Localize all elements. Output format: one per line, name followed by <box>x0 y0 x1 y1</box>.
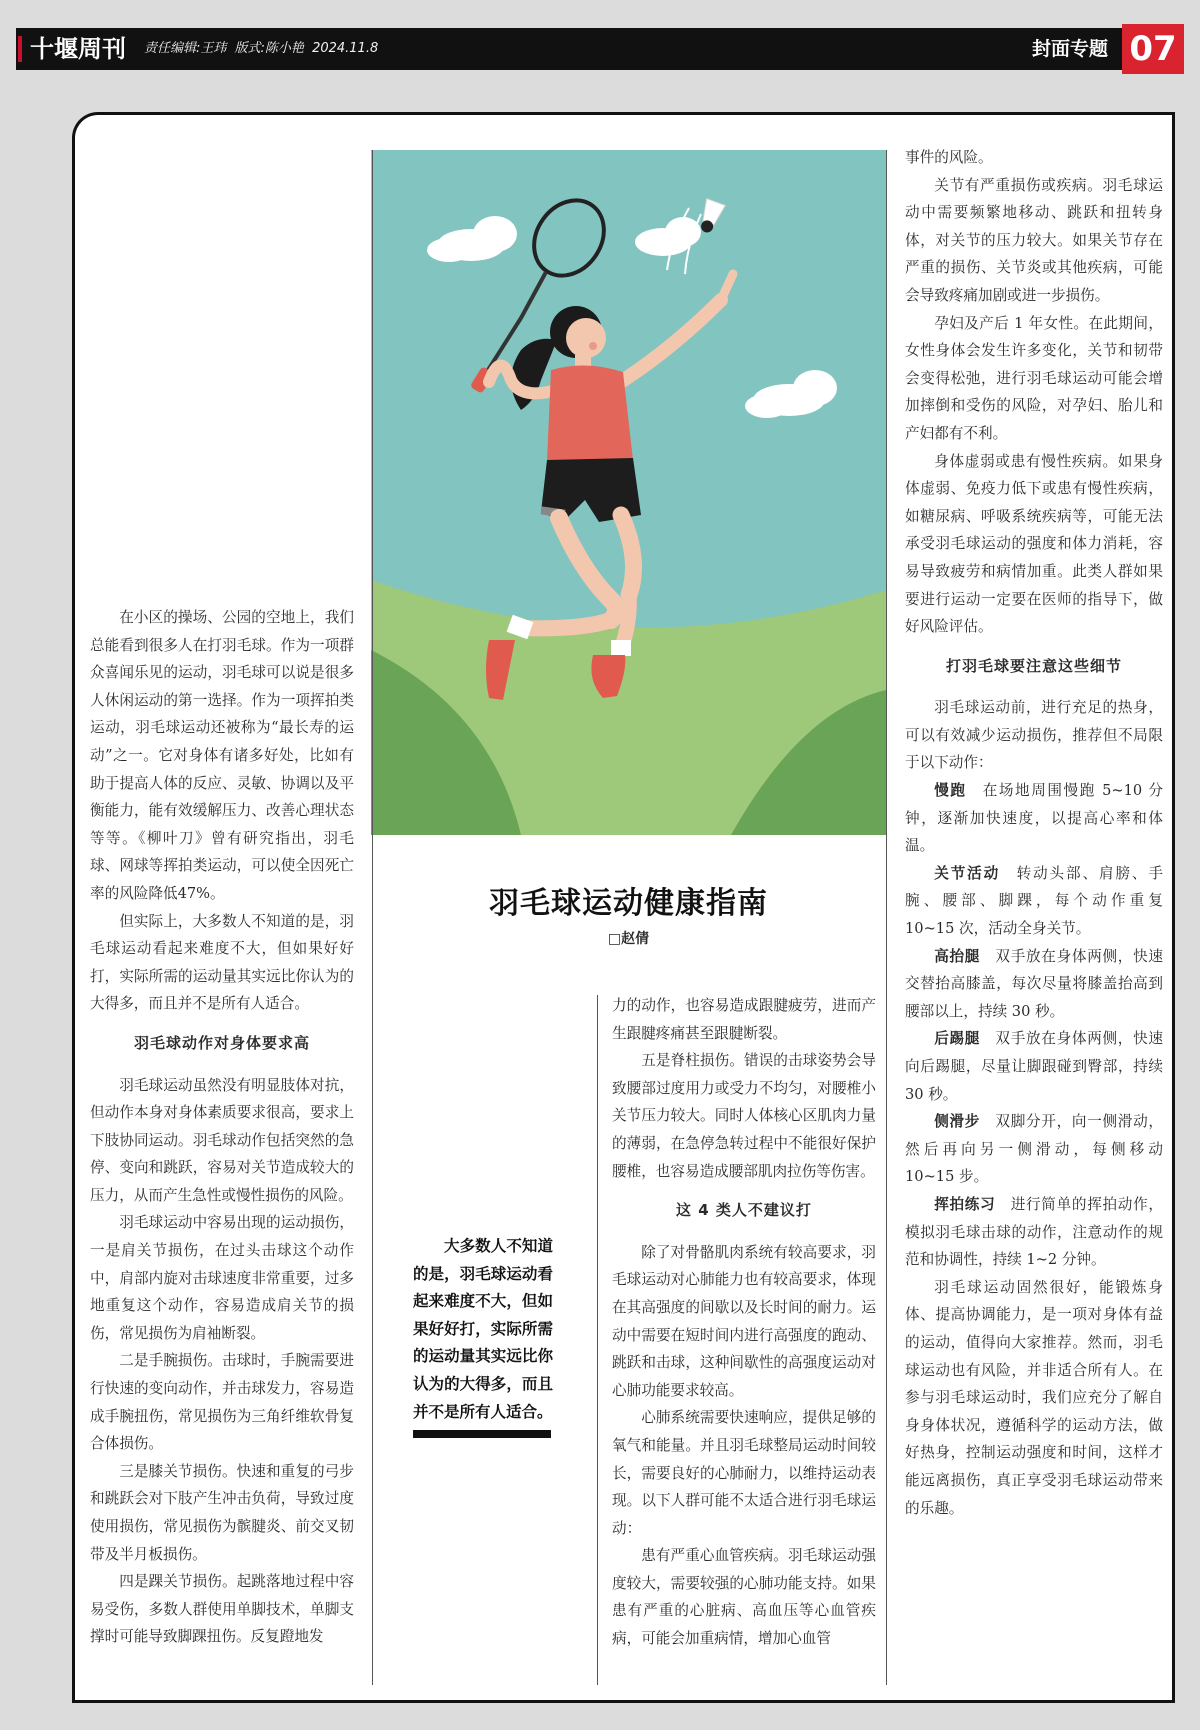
badminton-player-illustration <box>371 150 886 835</box>
warmup-item <box>905 1025 1163 1108</box>
page-header <box>16 28 1184 70</box>
warmup-text: 双手放在身体两侧，快速向后踢腿，尽量让脚跟碰到臀部，持续 30 秒。 <box>905 1030 1163 1103</box>
masthead-logo: 十堰周刊 <box>30 35 126 63</box>
paragraph: 四是踝关节损伤。起跳落地过程中容易受伤，多数人群使用单脚技术，单脚支撑时可能导致脚踝扭伤。反复蹬地发 <box>90 1573 354 1646</box>
paragraph: 患有严重心血管疾病。羽毛球运动强度较大，需要较强的心肺功能支持。如果患有严重的心脏病、高血压等心血管疾病，可能会加重病情，增加心血管 <box>612 1547 876 1648</box>
paragraph: 五是脊柱损伤。错误的击球姿势会导致腰部过度用力或受力不均匀，对腰椎小关节压力较大。同时人体核心区肌肉力量的薄弱，在急停急转过程中不能很好保护腰椎，也容易造成腰部肌肉拉伤等伤害。 <box>612 1052 876 1180</box>
warmup-text: 双手放在身体两侧，快速交替抬高膝盖，每次尽量将膝盖抬高到腰部以上，持续 30 秒。 <box>905 947 1163 1020</box>
section-heading: 这 4 类人不建议打 <box>676 1201 812 1220</box>
article-author: □赵倩 <box>607 931 650 947</box>
page-number: 07 <box>1122 24 1184 74</box>
warmup-text: 进行简单的挥拍动作，模拟羽毛球击球的动作，注意动作的规范和协调性，持续 1~2 分钟。 <box>905 1195 1163 1269</box>
pull-quote: 大多数人不知道的是，羽毛球运动看起来难度不大，但如果好好打，实际所需的运动量其实远比你认为的大得多，而且并不是所有人适合。 <box>413 1236 553 1421</box>
warmup-item <box>905 1191 1163 1274</box>
warmup-name: 挥拍练习 <box>934 1195 996 1213</box>
paragraph: 三是膝关节损伤。快速和重复的弓步和跳跃会对下肢产生冲击负荷，导致过度使用损伤，常见损伤为髌腱炎、前交叉韧带及半月板损伤。 <box>90 1462 354 1563</box>
paragraph: 力的动作，也容易造成跟腱疲劳，进而产生跟腱疼痛甚至跟腱断裂。 <box>612 997 876 1042</box>
column-rule-left <box>372 150 373 1685</box>
paragraph: 心肺系统需要快速响应，提供足够的氧气和能量。并且羽毛球整局运动时间较长，需要良好的心肺耐力，以维持运动表现。以下人群可能不太适合进行羽毛球运动： <box>612 1409 876 1537</box>
warmup-name: 关节活动 <box>934 864 1001 882</box>
paragraph: 羽毛球运动虽然没有明显肢体对抗，但动作本身对身体素质要求很高，要求上下肢协同运动。羽毛球动作包括突然的急停、变向和跳跃，容易对关节造成较大的压力，从而产生急性或慢性损伤的风险。 <box>90 1076 354 1204</box>
warmup-name: 后踢腿 <box>934 1030 981 1048</box>
paragraph: 关节有严重损伤或疾病。羽毛球运动中需要频繁地移动、跳跃和扭转身体，对关节的压力较大。如果关节存在严重的损伤、关节炎或其他疾病，可能会导致疼痛加剧或进一步损伤。 <box>905 176 1163 304</box>
warmup-text: 双脚分开，向一侧滑动，然后再向另一侧滑动，每侧移动 10~15 步。 <box>905 1113 1163 1186</box>
column-rule-right <box>886 150 887 1685</box>
editor-label: 责任编辑:王玮 <box>144 41 227 56</box>
section-heading: 打羽毛球要注意这些细节 <box>945 656 1122 675</box>
article-column-3 <box>905 144 1163 1522</box>
warmup-item <box>905 860 1163 943</box>
paragraph: 羽毛球运动固然很好，能锻炼身体、提高协调能力，是一项对身体有益的运动，值得向大家推荐。然而，羽毛球运动也有风险，并非适合所有人。在参与羽毛球运动时，我们应充分了解自身身体状况，遵循科学的运动方法，做好热身，控制运动强度和时间，这样才能远离损伤，真正享受羽毛球运动带来的乐趣。 <box>905 1278 1163 1517</box>
article-title: 羽毛球运动健康指南 <box>489 886 768 921</box>
section-title: 封面专题 <box>1031 38 1108 60</box>
paragraph: 但实际上，大多数人不知道的是，羽毛球运动看起来难度不大，但如果好好打，实际所需的运动量其实远比你认为的大得多，而且并不是所有人适合。 <box>90 912 354 1013</box>
column-rule-mid <box>597 995 598 1685</box>
warmup-name: 高抬腿 <box>934 947 981 965</box>
article-column-2 <box>612 992 876 1653</box>
warmup-text: 在场地周围慢跑 5~10 分钟，逐渐加快速度，以提高心率和体温。 <box>905 782 1163 855</box>
section-heading: 羽毛球动作对身体要求高 <box>133 1033 310 1052</box>
layout-label: 版式:陈小艳 <box>234 41 304 56</box>
pull-quote-bar <box>413 1430 551 1438</box>
warmup-item <box>905 1108 1163 1191</box>
frame-border-right <box>1172 112 1175 1703</box>
warmup-text: 转动头部、肩膀、手腕、腰部、脚踝，每个动作重复 10~15 次，活动全身关节。 <box>905 864 1163 938</box>
paragraph: 二是手腕损伤。击球时，手腕需要进行快速的变向动作，并击球发力，容易造成手腕扭伤，常见损伤为三角纤维软骨复合体损伤。 <box>90 1352 354 1453</box>
paragraph: 孕妇及产后 1 年女性。在此期间，女性身体会发生许多变化，关节和韧带会变得松弛，进行羽毛球运动可能会增加摔倒和受伤的风险，对孕妇、胎儿和产妇都有不利。 <box>905 314 1163 442</box>
paragraph: 除了对骨骼肌肉系统有较高要求，羽毛球运动对心肺能力也有较高要求，体现在其高强度的间歇以及长时间的耐力。运动中需要在短时间内进行高强度的跑动、跳跃和击球，这种间歇性的高强度运动对心肺功能要求较高。 <box>612 1243 876 1399</box>
editor-credits <box>144 28 382 70</box>
paragraph: 身体虚弱或患有慢性疾病。如果身体虚弱、免疫力低下或患有慢性疾病，如糖尿病、呼吸系统疾病等，可能无法承受羽毛球运动的强度和体力消耗，容易导致疲劳和病情加重。此类人群如果要进行运动一定要在医师的指导下，做好风险评估。 <box>905 452 1163 636</box>
article-column-1 <box>90 604 354 1651</box>
paragraph: 羽毛球运动前，进行充足的热身，可以有效减少运动损伤，推荐但不局限于以下动作： <box>905 699 1163 772</box>
warmup-item <box>905 777 1163 860</box>
warmup-name: 侧滑步 <box>934 1113 981 1131</box>
paragraph: 在小区的操场、公园的空地上，我们总能看到很多人在打羽毛球。作为一项群众喜闻乐见的运动，羽毛球可以说是很多人休闲运动的第一选择。作为一项挥拍类运动，羽毛球运动还被称为“最长寿的运动”之一。它对身体有诸多好处，比如有助于提高人体的反应、灵敏、协调以及平衡能力，能有效缓解压力、改善心理状态等等。《柳叶刀》曾有研究指出，羽毛球、网球等挥拍类运动，可以使全因死亡率的风险降低47%。 <box>90 609 354 902</box>
issue-date: 2024.11.8 <box>312 41 379 56</box>
warmup-name: 慢跑 <box>934 782 967 800</box>
paragraph: 羽毛球运动中容易出现的运动损伤，一是肩关节损伤，在过头击球这个动作中，肩部内旋对击球速度非常重要，过多地重复这个动作，容易造成肩关节的损伤，常见损伤为肩袖断裂。 <box>90 1214 354 1342</box>
paragraph: 事件的风险。 <box>905 149 993 166</box>
warmup-item <box>905 943 1163 1026</box>
frame-border-bottom <box>72 1700 1172 1703</box>
